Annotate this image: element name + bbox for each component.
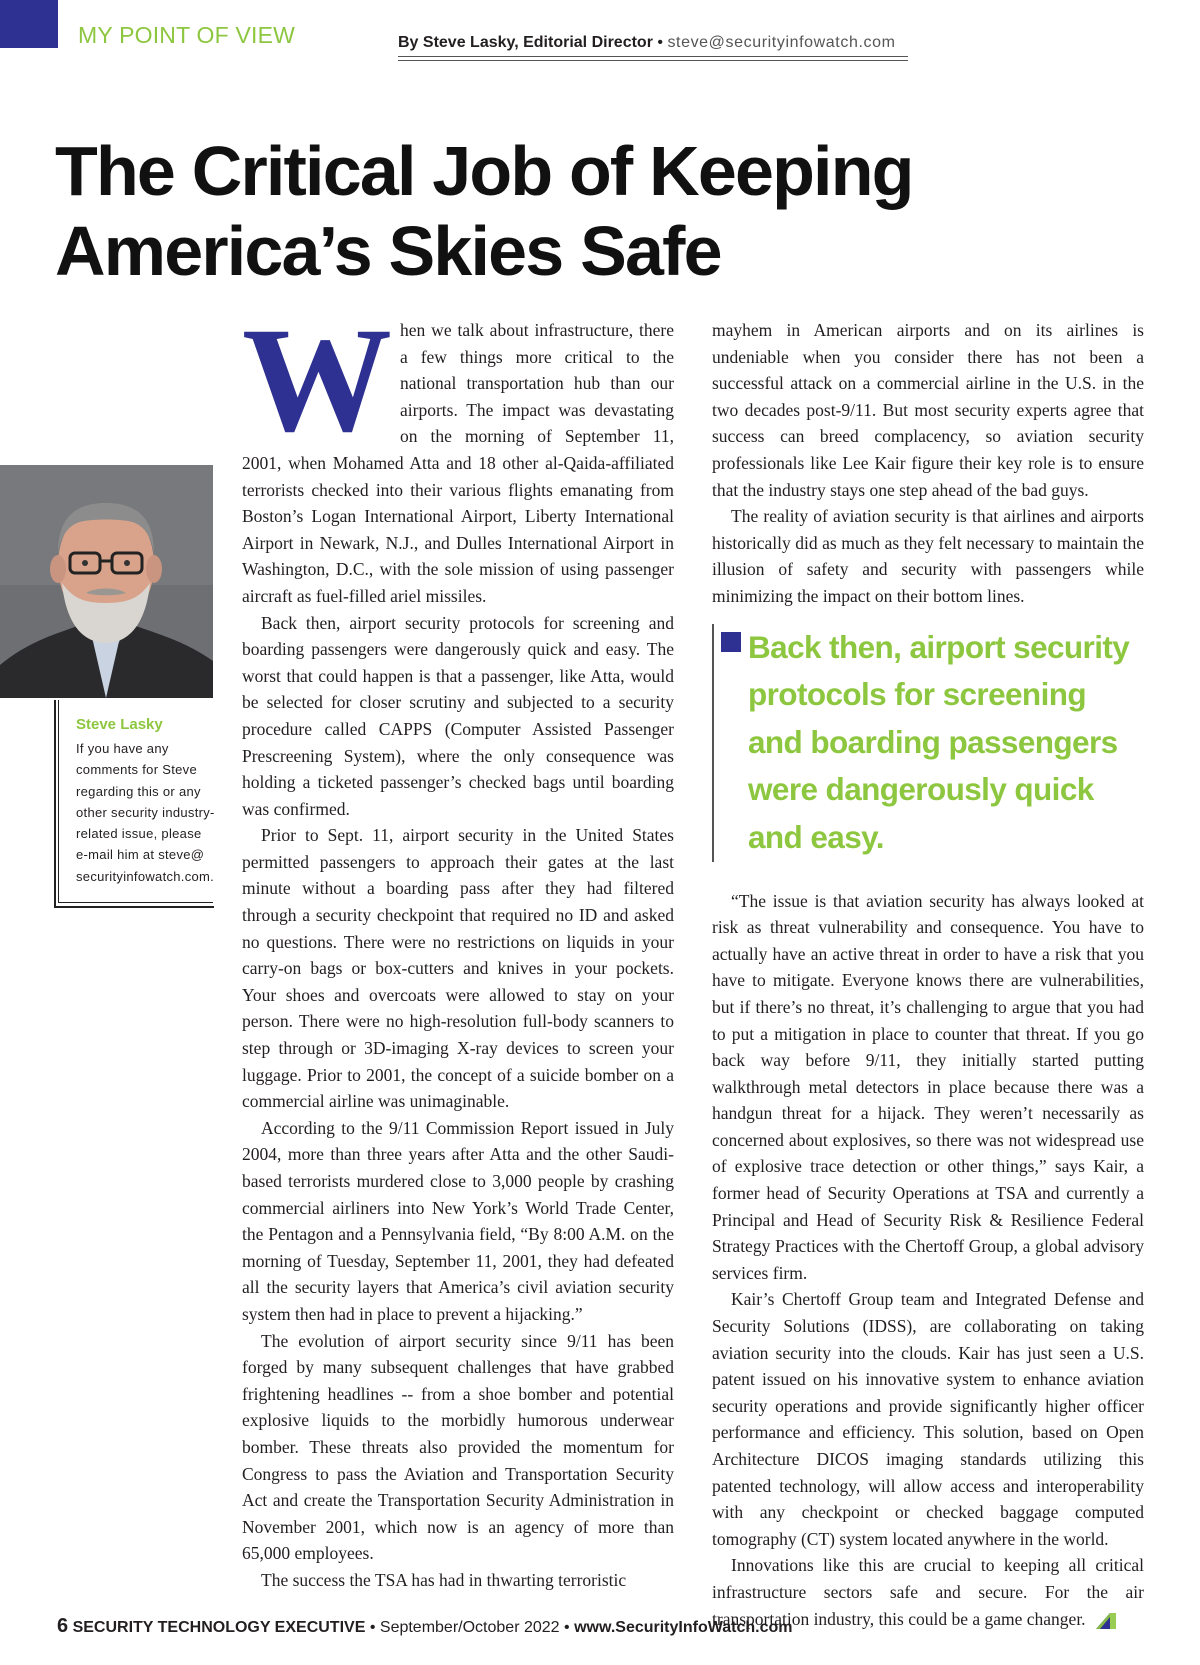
paragraph: Back then, airport security protocols for screening and boarding passengers were dangerously quick and easy. The worst that could happen is that a passenger, like Atta, would be selected for closer scrutiny and subjected to a security procedure called CAPPS (Computer Assisted Passenger Prescreening System), where the only consequence was holding a ticketed passenger’s checked bags until boarding was confirmed. bbox=[242, 612, 674, 819]
paragraph bbox=[242, 297, 674, 610]
article-column-1 bbox=[242, 297, 674, 1594]
paragraph: According to the 9/11 Commission Report issued in July 2004, more than three years after Atta and the other Saudi-based terrorists murdered close to 3,000 people by crashing commercial airliners into New York’s World Trade Center, the Pentagon and a Pennsylvania field, “By 8:00 A.M. on the morning of Tuesday, September 11, 2001, they had defeated all the security layers that America’s civil aviation security system then had in place to prevent a hijacking.” bbox=[242, 1117, 674, 1324]
title-line-2: America’s Skies Safe bbox=[55, 212, 721, 290]
title-line-1: The Critical Job of Keeping bbox=[55, 132, 913, 210]
paragraph-text: hen we talk about infrastructure, there a few things more critical to the national transportation hub than our airports. The impact was devastating on the morning of September 11, 2001, when Mohamed Atta and 18 other al-Qaida-affiliated terrorists checked into their various flights emanating from Boston’s Logan International Airport, Liberty International Airport in Newark, N.J., and Dulles International Airport in Washington, D.C., with the sole mission of using passenger aircraft as fuel-filled ariel missiles. bbox=[242, 320, 674, 606]
footer-separator: • bbox=[369, 1619, 376, 1636]
article-column-2 bbox=[712, 317, 1144, 1632]
byline-author: By Steve Lasky, Editorial Director bbox=[398, 34, 653, 51]
paragraph: mayhem in American airports and on its airlines is undeniable when you consider there has not been a successful attack on a commercial airline in the U.S. in the two decades post-9/11. But most security experts agree that success can breed complacency, so aviation security professionals like Lee Kair figure their key role is to ensure that the industry stays one step ahead of the bad guys. bbox=[712, 320, 1144, 500]
paragraph: The success the TSA has had in thwarting terroristic bbox=[261, 1569, 627, 1590]
author-photo bbox=[0, 465, 213, 698]
header-rule bbox=[398, 60, 908, 61]
byline-separator: • bbox=[657, 34, 663, 51]
drop-cap: W bbox=[242, 297, 388, 463]
paragraph: “The issue is that aviation security has always looked at risk as threat vulnerability and consequence. You have to actually have an active threat in order to have a risk that you have to mitigate. Everyone knows there are vulnerabilities, but if there’s no threat, it’s challenging to argue that you had to put a mitigation in place to counter that threat. If you go back way before 9/11, they initially started putting walkthrough metal detectors in place because there was a handgun threat for a hijack. They weren’t necessarily as concerned about explosives, so there was not widespread use of explosive trace detection or other things,” says Kair, a former head of Security Operations at TSA and currently a Principal and Head of Security Risk & Resilience Federal Strategy Practices with the Chertoff Group, a global advisory services firm. bbox=[712, 890, 1144, 1283]
sidebar-author-name: Steve Lasky bbox=[76, 716, 163, 733]
issue-date: September/October 2022 bbox=[379, 1619, 560, 1636]
pull-quote-square-icon bbox=[721, 632, 741, 652]
website-link[interactable]: www.SecurityInfoWatch.com bbox=[574, 1619, 793, 1636]
paragraph: Prior to Sept. 11, airport security in the United States permitted passengers to approach their gates at the last minute without a boarding pass after they had filtered through a security checkpoint that required no ID and asked no questions. There were no restrictions on liquids in your carry-on bags or box-cutters and knives in your pockets. Your shoes and overcoats were allowed to stay on your person. There were no high-resolution full-body scanners to step through or 3D-imaging X-ray devices to screen your luggage. Prior to 2001, the concept of a suicide bomber on a commercial airline was unimaginable. bbox=[242, 825, 674, 1112]
header-rule bbox=[398, 56, 908, 57]
sidebar-contact-text: If you have any comments for Steve regarding this or any other security industry-related issue, please e-mail him at steve@ securityinfowatch.com. bbox=[76, 741, 215, 884]
article-title bbox=[55, 131, 1055, 291]
end-mark-icon bbox=[1096, 1613, 1116, 1629]
paragraph: The evolution of airport security since 9/11 has been forged by many subsequent challenges that have grabbed frightening headlines -- from a shoe bomber and potential explosive liquids to the morbidly humorous underwear bomber. These threats also provided the momentum for Congress to pass the Aviation and Transportation Security Act and create the Transportation Security Administration in November 2001, which now is an agency of more than 65,000 employees. bbox=[242, 1330, 674, 1564]
footer-separator: • bbox=[564, 1619, 570, 1636]
byline bbox=[398, 34, 896, 52]
publication-name: SECURITY TECHNOLOGY EXECUTIVE bbox=[72, 1619, 366, 1636]
page-number: 6 bbox=[57, 1615, 69, 1637]
paragraph-text: Innovations like this are crucial to keeping all critical infrastructure sectors safe and secure. For the air transportation industry, this could be a game changer. bbox=[712, 1555, 1144, 1629]
section-label: MY POINT OF VIEW bbox=[78, 22, 296, 48]
pull-quote-text: Back then, airport security protocols for screening and boarding passengers were dangerously quick and easy. bbox=[748, 628, 1130, 855]
pull-quote-rule bbox=[712, 624, 714, 862]
pull-quote bbox=[712, 624, 1144, 874]
paragraph: Kair’s Chertoff Group team and Integrated Defense and Security Solutions (IDSS), are collaborating on taking aviation security into the clouds. Kair has just seen a U.S. patent issued on his innovative system to enhance aviation security operations and provide significantly higher officer performance and efficiency. This solution, based on Open Architecture DICOS imaging standards utilizing this patented technology, will allow access and interoperability with any checkpoint or checked baggage computed tomography (CT) system located anywhere in the world. bbox=[712, 1289, 1144, 1549]
corner-color-block bbox=[0, 0, 58, 48]
page-footer bbox=[57, 1615, 792, 1638]
paragraph: The reality of aviation security is that airlines and airports historically did as much as they felt necessary to maintain the illusion of safety and security with passengers while minimizing the impact on their bottom lines. bbox=[712, 506, 1144, 606]
byline-email[interactable]: steve@securityinfowatch.com bbox=[667, 34, 896, 51]
